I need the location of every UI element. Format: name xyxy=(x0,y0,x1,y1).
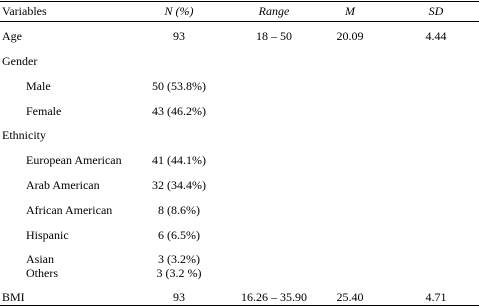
header-range: Range xyxy=(258,4,290,18)
row-hispanic-n: 6 (6.5%) xyxy=(158,228,200,242)
row-bmi-mean: 25.40 xyxy=(336,290,364,304)
row-age-label: Age xyxy=(2,29,22,43)
table-top-rule xyxy=(0,1,479,2)
row-age-sd: 4.44 xyxy=(425,29,447,43)
row-bmi-n: 93 xyxy=(173,290,185,304)
row-others-n: 3 (3.2 %) xyxy=(156,266,202,280)
row-bmi-range: 16.26 – 35.90 xyxy=(241,290,307,304)
row-african-american-n: 8 (8.6%) xyxy=(158,203,200,217)
row-bmi-label: BMI xyxy=(2,290,25,304)
row-bmi-sd: 4.71 xyxy=(425,290,447,304)
row-others-label: Others xyxy=(26,266,58,280)
row-ethnicity-label: Ethnicity xyxy=(2,128,46,142)
row-asian-label: Asian xyxy=(26,252,54,266)
row-male-n: 50 (53.8%) xyxy=(152,79,206,93)
row-european-american-n: 41 (44.1%) xyxy=(152,153,206,167)
table-header-rule xyxy=(0,21,479,22)
row-male-label: Male xyxy=(26,79,51,93)
row-arab-american-n: 32 (34.4%) xyxy=(152,178,206,192)
header-sd: SD xyxy=(428,4,444,18)
row-female-label: Female xyxy=(26,104,62,118)
row-african-american-label: African American xyxy=(26,203,113,217)
row-age-mean: 20.09 xyxy=(336,29,364,43)
header-variables: Variables xyxy=(2,4,47,18)
header-mean: M xyxy=(345,4,355,18)
table-bottom-rule xyxy=(0,305,479,306)
row-age-n: 93 xyxy=(173,29,185,43)
row-hispanic-label: Hispanic xyxy=(26,228,69,242)
header-n-percent: N (%) xyxy=(164,4,194,18)
row-asian-n: 3 (3.2%) xyxy=(158,252,200,266)
row-age-range: 18 – 50 xyxy=(256,29,292,43)
row-european-american-label: European American xyxy=(26,153,122,167)
row-female-n: 43 (46.2%) xyxy=(152,104,206,118)
row-gender-label: Gender xyxy=(2,54,38,68)
row-arab-american-label: Arab American xyxy=(26,178,100,192)
